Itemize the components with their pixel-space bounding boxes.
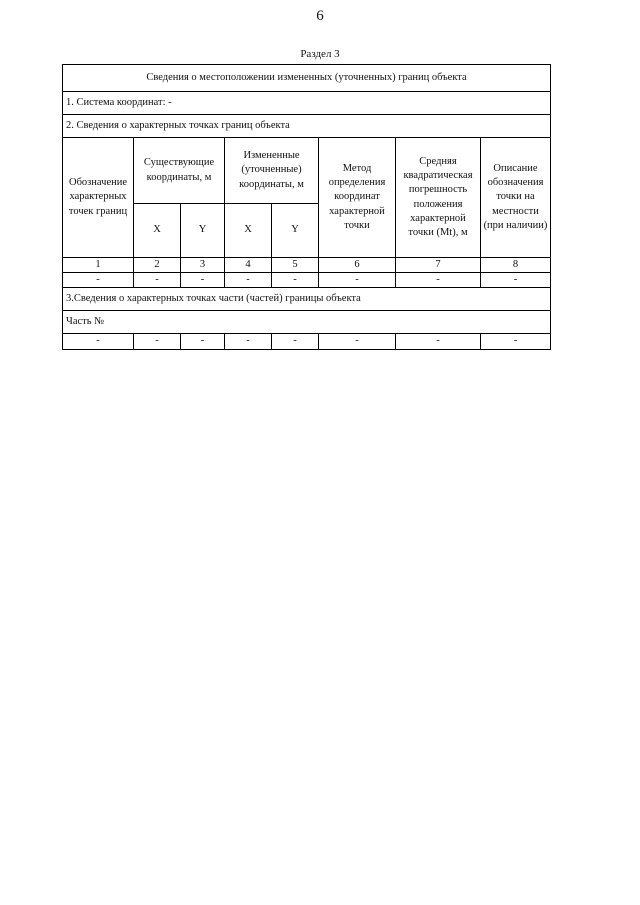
table-cell: - xyxy=(181,334,225,349)
table-row xyxy=(63,273,551,288)
col-changed-x: X xyxy=(225,204,272,258)
table-cell: - xyxy=(481,334,551,349)
col-number: 4 xyxy=(225,258,272,273)
section-title: Раздел 3 xyxy=(300,48,340,60)
boundary-table xyxy=(62,64,551,350)
coord-system-row: 1. Система координат: - xyxy=(63,92,551,115)
table-cell: - xyxy=(225,273,272,288)
col-number: 1 xyxy=(63,258,134,273)
col-designation: Обозначение характерных точек границ xyxy=(63,138,134,258)
col-number: 3 xyxy=(181,258,225,273)
table-row xyxy=(63,334,551,349)
table-cell: - xyxy=(481,273,551,288)
table-cell: - xyxy=(181,273,225,288)
table-cell: - xyxy=(63,334,134,349)
points-header-row: 2. Сведения о характерных точках границ объекта xyxy=(63,115,551,138)
table-cell: - xyxy=(134,334,181,349)
col-method: Метод определения координат характерной точки xyxy=(319,138,396,258)
table-cell: - xyxy=(319,273,396,288)
col-number: 7 xyxy=(396,258,481,273)
table-title: Сведения о местоположении измененных (уточненных) границ объекта xyxy=(63,65,551,92)
table-cell: - xyxy=(396,273,481,288)
col-description: Описание обозначения точки на местности (при наличии) xyxy=(481,138,551,258)
page-number: 6 xyxy=(316,8,324,24)
col-changed-y: Y xyxy=(272,204,319,258)
table-cell: - xyxy=(63,273,134,288)
table-cell: - xyxy=(396,334,481,349)
col-existing-y: Y xyxy=(181,204,225,258)
col-number: 5 xyxy=(272,258,319,273)
col-existing-x: X xyxy=(134,204,181,258)
col-existing: Существующие координаты, м xyxy=(134,138,225,204)
col-changed: Измененные (уточненные) координаты, м xyxy=(225,138,319,204)
col-number: 2 xyxy=(134,258,181,273)
table-cell: - xyxy=(319,334,396,349)
col-number: 8 xyxy=(481,258,551,273)
table-cell: - xyxy=(272,273,319,288)
table-cell: - xyxy=(134,273,181,288)
table-cell: - xyxy=(272,334,319,349)
column-numbers-row xyxy=(63,258,551,273)
part-number-row: Часть № xyxy=(63,311,551,334)
table-cell: - xyxy=(225,334,272,349)
col-error: Средняя квадратическая погрешность положения характерной точки (Mt), м xyxy=(396,138,481,258)
col-number: 6 xyxy=(319,258,396,273)
part-header-row: 3.Сведения о характерных точках части (частей) границы объекта xyxy=(63,288,551,311)
